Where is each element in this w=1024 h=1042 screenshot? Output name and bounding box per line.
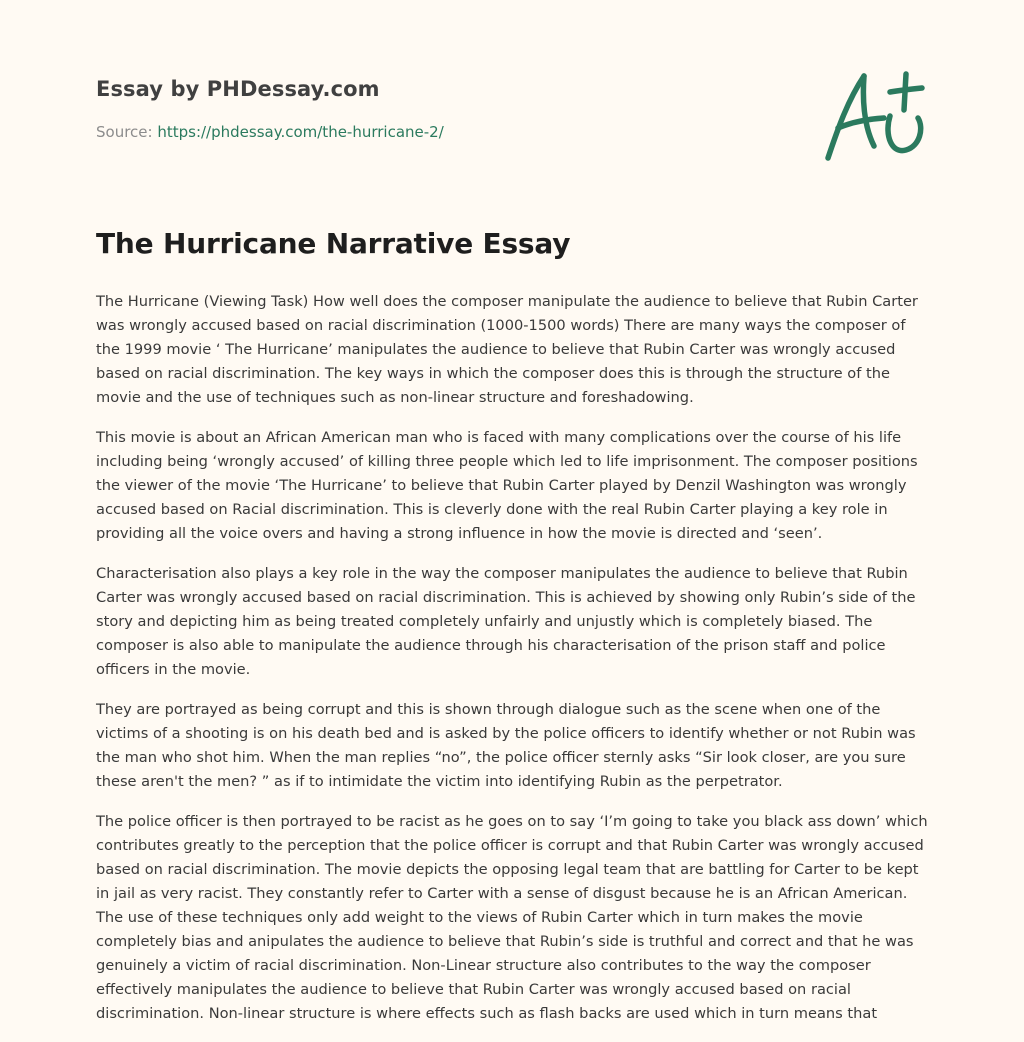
source-label: Source: [96,123,158,141]
essay-paragraph: This movie is about an African American man who is faced with many complications over the course of his life including being ‘wrongly accused’ of killing three people which led to life imprisonment. The composer positions the viewer of the movie ‘The Hurricane’ to believe that Rubin Carter played by Denzil Washington was wrongly accused based on Racial discrimination. This is cleverly done with the real Rubin Carter playing a key role in providing all the voice overs and having a strong influence in how the movie is directed and ‘seen’. [96,429,918,542]
essay-paragraph: The police officer is then portrayed to be racist as he goes on to say ‘I’m going to take you black ass down’ which contributes greatly to the perception that the police officer is corrupt and that Rubin Carter was wrongly accused based on racial discrimination. The movie depicts the opposing legal team that are battling for Carter to be kept in jail as very racist. They constantly refer to Carter with a sense of disgust because he is an African American. The use of these techniques only add weight to the views of Rubin Carter which in turn makes the movie completely bias and anipulates the audience to believe that Rubin’s side is truthful and correct and that he was genuinely a victim of racial discrimination. Non-Linear structure also contributes to the way the composer effectively manipulates the audience to believe that Rubin Carter was wrongly accused based on racial discrimination. Non-linear structure is where effects such as flash backs are used which in turn means that [96,813,928,1022]
essay-title: The Hurricane Narrative Essay [96,227,571,260]
source-line [96,122,796,142]
page-header [96,74,796,142]
essay-paragraph: They are portrayed as being corrupt and this is shown through dialogue such as the scene when one of the victims of a shooting is on his death bed and is asked by the police officers to identify whether or not Rubin was the man who shot him. When the man replies “no”, the police officer sternly asks “Sir look closer, are you sure these aren't the men? ” as if to intimidate the victim into identifying Rubin as the perpetrator. [96,701,916,790]
site-title: Essay by PHDessay.com [96,77,380,101]
logo-a-left-stroke [828,76,864,158]
logo-a-crossbar [838,118,884,128]
essay-paragraph: The Hurricane (Viewing Task) How well does the composer manipulate the audience to believe that Rubin Carter was wrongly accused based on racial discrimination (1000-1500 words) There are many ways the composer of the 1999 movie ‘ The Hurricane’ manipulates the audience to believe that Rubin Carter was wrongly accused based on racial discrimination. The key ways in which the composer does this is through the structure of the movie and the use of techniques such as non-linear structure and foreshadowing. [96,293,918,406]
a-plus-logo-icon [818,66,930,166]
source-link[interactable]: https://phdessay.com/the-hurricane-2/ [157,123,444,141]
logo-plus-horizontal [890,88,922,92]
essay-paragraph: Characterisation also plays a key role in the way the composer manipulates the audience to believe that Rubin Carter was wrongly accused based on racial discrimination. This is achieved by showing only Rubin’s side of the story and depicting him as being treated completely unfairly and unjustly which is completely biased. The composer is also able to manipulate the audience through his characterisation of the prison staff and police officers in the movie. [96,565,916,678]
logo-a-right-stroke [863,76,874,146]
logo-curl [888,116,921,151]
essay-content [96,222,928,1042]
